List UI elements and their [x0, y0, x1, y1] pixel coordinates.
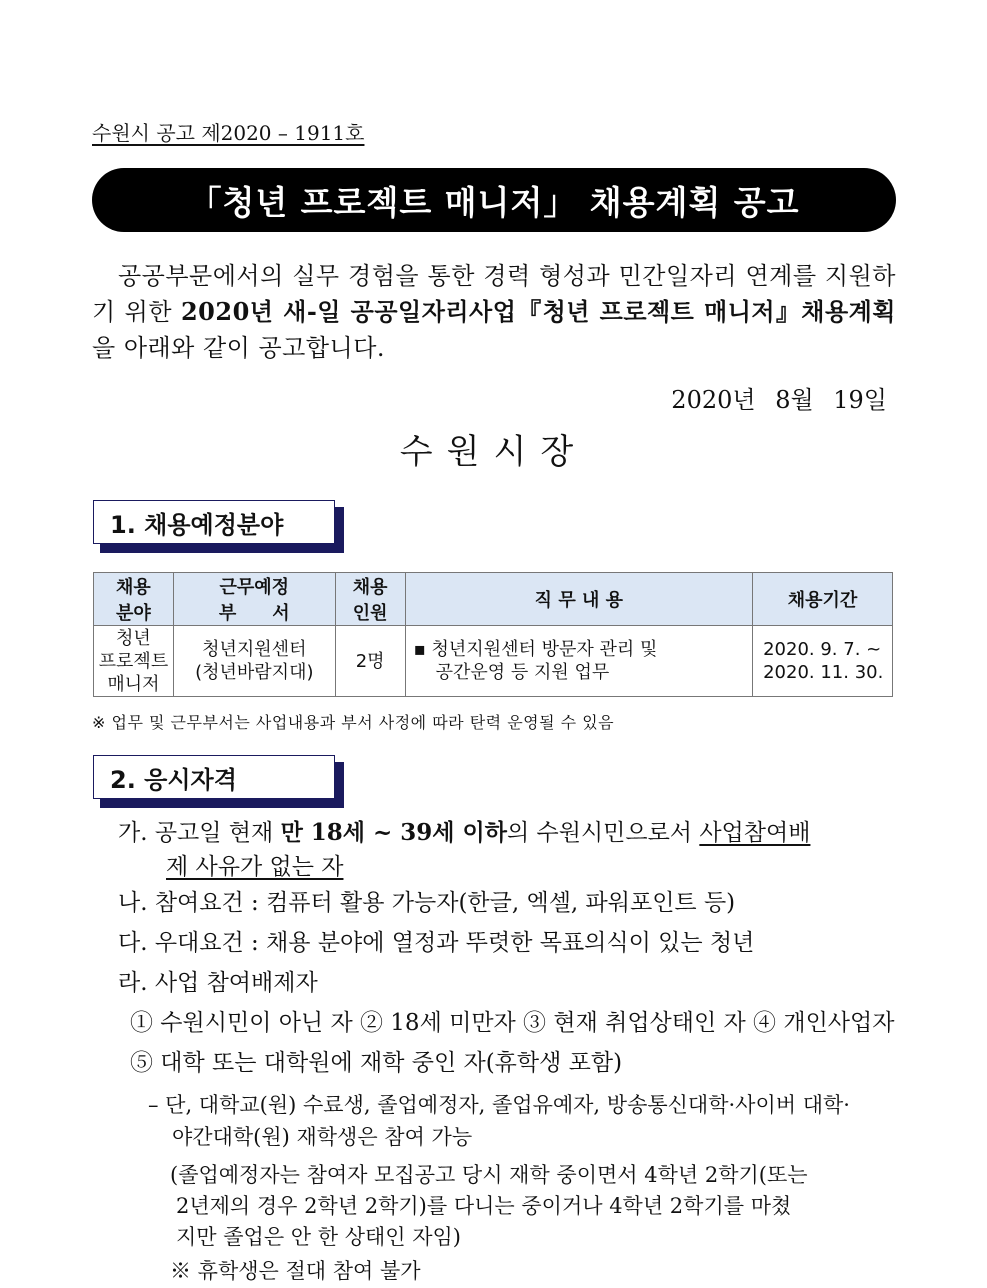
notice-number: 수원시 공고 제2020 – 1911호	[92, 121, 365, 145]
section2-heading-box	[93, 755, 337, 801]
issuer: 수원시장	[399, 432, 588, 472]
header-dept: 근무예정 부 서	[173, 573, 335, 626]
intro-part1: 공공부문에서의 실무 경험을 통한 경력 형성과 민간일자리 연계를 지원하기 위한	[92, 262, 896, 326]
section1-note: ※ 업무 및 근무부서는 사업내용과 부서 사정에 따라 탄력 운영될 수 있음	[92, 713, 615, 732]
item-ga-c: 의 수원시민으로서	[506, 820, 700, 846]
notice-title-text: 「청년 프로젝트 매니저」 채용계획 공고	[188, 182, 800, 222]
duty-line-2: 공간운영 등 지원 업무	[435, 662, 610, 683]
cell-duty	[405, 626, 752, 697]
section1-heading: 1. 채용예정분야	[93, 500, 335, 544]
item-na: 나. 참여요건 : 컴퓨터 활용 가능자(한글, 엑셀, 파워포인트 등)	[118, 890, 736, 916]
cell-field: 청년 프로젝트 매니저	[94, 626, 174, 697]
exception-line-2: 야간대학(원) 재학생은 참여 가능	[172, 1125, 473, 1149]
item-ra-1to4: ① 수원시민이 아닌 자 ② 18세 미만자 ③ 현재 취업상태인 자 ④ 개인사업자	[130, 1010, 895, 1036]
notice-date: 2020년 8월 19일	[671, 386, 887, 414]
item-ra: 라. 사업 참여배제자	[118, 970, 318, 996]
cell-count: 2명	[335, 626, 405, 697]
item-ga-d: 사업참여배	[699, 820, 811, 846]
header-count: 채용 인원	[335, 573, 405, 626]
item-ga-a: 가. 공고일 현재	[118, 820, 281, 846]
recruitment-table	[93, 572, 893, 697]
cell-period	[753, 626, 893, 697]
exception-line-1: – 단, 대학교(원) 수료생, 졸업예정자, 졸업유예자, 방송통신대학·사이버 대학·	[148, 1093, 850, 1117]
intro-bold: 2020년 새-일 공공일자리사업『청년 프로젝트 매니저』채용계획	[180, 297, 896, 326]
section2-heading: 2. 응시자격	[93, 755, 335, 799]
item-ga	[118, 816, 810, 850]
period-line-1: 2020. 9. 7. ~	[763, 639, 882, 660]
header-field: 채용 분야	[94, 573, 174, 626]
intro-part2: 을 아래와 같이 공고합니다.	[92, 334, 386, 362]
paren-line-3: 지만 졸업은 안 한 상태인 자임)	[176, 1225, 462, 1249]
paren-line-1: (졸업예정자는 참여자 모집공고 당시 재학 중이면서 4학년 2학기(또는	[170, 1163, 808, 1187]
duty-line-1: ▪ 청년지원센터 방문자 관리 및	[413, 639, 658, 660]
table-row	[94, 626, 893, 697]
item-ga-e: 제 사유가 없는 자	[166, 854, 344, 880]
cell-dept: 청년지원센터 (청년바람지대)	[173, 626, 335, 697]
paren-line-2: 2년제의 경우 2학년 2학기)를 다니는 중이거나 4학년 2학기를 마쳤	[176, 1194, 792, 1218]
header-period: 채용기간	[753, 573, 893, 626]
table-header-row	[94, 573, 893, 626]
section1-heading-box	[93, 500, 337, 546]
item-ra-5: ⑤ 대학 또는 대학원에 재학 중인 자(휴학생 포함)	[130, 1050, 623, 1076]
leave-note: ※ 휴학생은 절대 참여 불가	[170, 1259, 421, 1283]
item-ga-cont	[166, 850, 343, 884]
item-da: 다. 우대요건 : 채용 분야에 열정과 뚜렷한 목표의식이 있는 청년	[118, 930, 755, 956]
period-line-2: 2020. 11. 30.	[763, 662, 884, 683]
item-ga-b: 만 18세 ~ 39세 이하	[280, 819, 507, 846]
intro-paragraph	[92, 258, 896, 366]
notice-title	[92, 168, 896, 232]
header-duty: 직 무 내 용	[405, 573, 752, 626]
